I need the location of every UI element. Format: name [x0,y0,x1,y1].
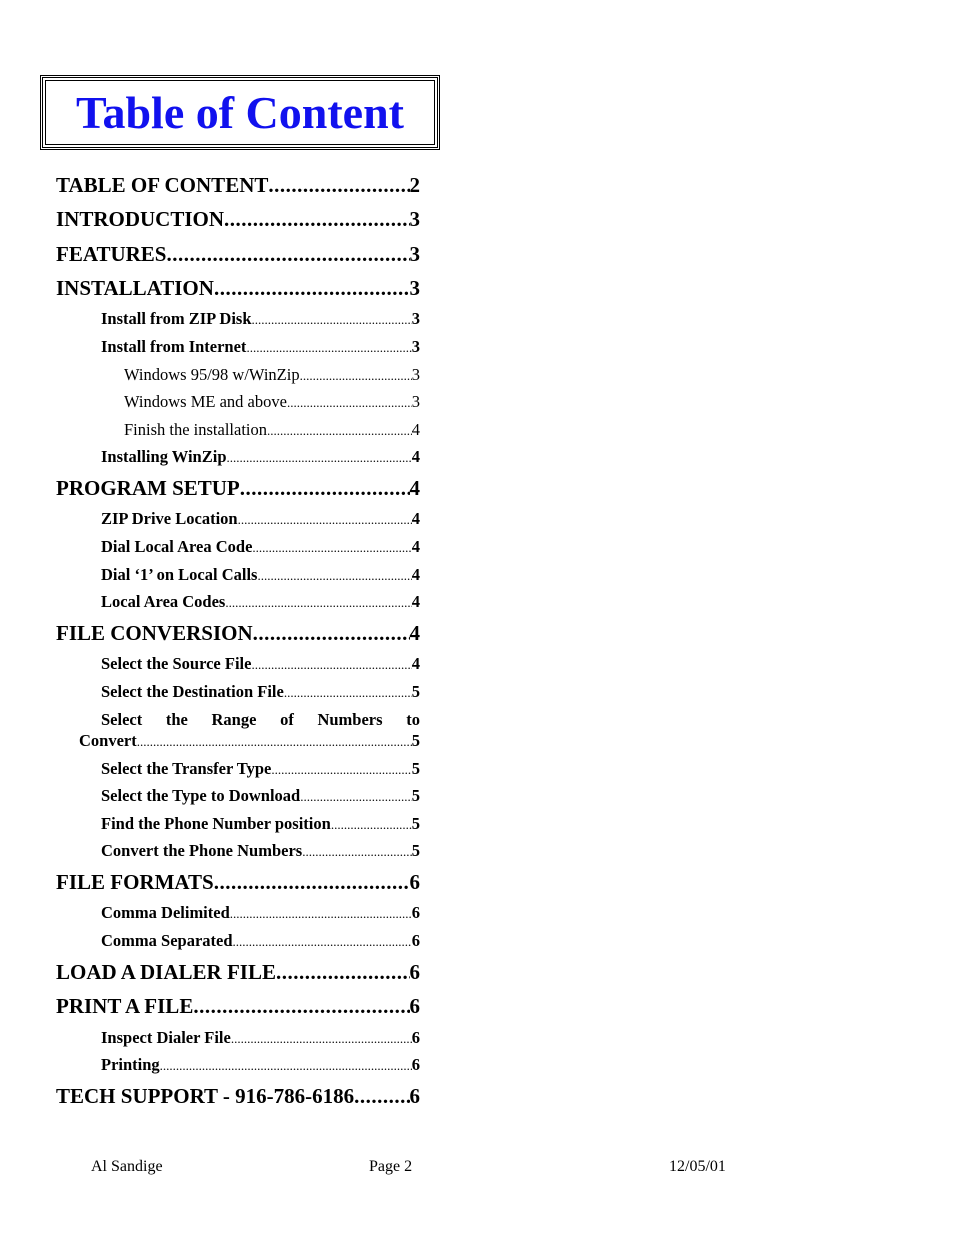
toc-entry-page: 3 [411,392,420,411]
toc-entry-level-2[interactable] [101,814,420,834]
toc-entry-level-1[interactable] [56,1084,420,1109]
toc-entry-label: Select the Type to Download [101,786,301,805]
toc-entry-label: Install from ZIP Disk [101,309,252,328]
toc-entry-level-1[interactable] [56,621,420,646]
toc-entry-label: Select the Destination File [101,682,284,701]
toc-entry-label: Select the Transfer Type [101,759,272,778]
toc-entry-label: TECH SUPPORT - 916-786-6186 [56,1084,355,1108]
toc-dot-leader [257,568,411,584]
toc-entry-page: 6 [409,870,420,894]
toc-entry-level-2[interactable] [101,509,420,529]
toc-entry-page: 6 [409,994,420,1018]
toc-entry-label: Installing WinZip [101,447,227,466]
toc-dot-leader [267,423,412,439]
footer-date: 12/05/01 [669,1158,726,1175]
toc-entry-line [79,731,420,751]
toc-entry-label: Install from Internet [101,337,247,356]
toc-dot-leader [354,1084,409,1109]
toc-entry-word: Select [101,710,143,729]
toc-entry-level-2[interactable] [101,786,420,806]
toc-entry-label: Local Area Codes [101,592,226,611]
toc-entry-page: 5 [411,682,420,701]
toc-dot-leader [276,960,410,985]
toc-entry-level-2[interactable] [101,537,420,557]
toc-dot-leader [284,685,412,701]
toc-entry-label: Dial Local Area Code [101,537,253,556]
toc-entry-label: Convert the Phone Numbers [101,841,303,860]
toc-entry-page: 5 [411,759,420,778]
toc-entry-level-2[interactable] [101,1028,420,1048]
toc-entry-wrapped[interactable] [79,710,420,750]
toc-entry-label: Find the Phone Number position [101,814,331,833]
toc-entry-page: 5 [411,814,420,833]
toc-entry-word: of [280,710,294,729]
toc-dot-leader [300,368,412,384]
toc-entry-page: 3 [409,207,420,231]
toc-entry-page: 3 [411,337,420,356]
title-box [40,75,440,150]
toc-entry-label: INSTALLATION [56,276,214,300]
toc-entry-label: Dial ‘1’ on Local Calls [101,565,258,584]
toc-entry-page: 4 [411,447,420,466]
toc-entry-page: 5 [411,841,420,860]
toc-entry-label: INTRODUCTION [56,207,225,231]
toc-entry-label: ZIP Drive Location [101,509,238,528]
toc-entry-label: Comma Separated [101,931,233,950]
toc-entry-level-2[interactable] [101,592,420,612]
toc-dot-leader [137,734,412,750]
toc-dot-leader [193,994,409,1019]
toc-dot-leader [225,595,411,611]
toc-entry-page: 6 [411,931,420,950]
toc-entry-level-1[interactable] [56,276,420,301]
toc-entry-page: 3 [409,276,420,300]
toc-dot-leader [252,540,411,556]
toc-entry-label: Comma Delimited [101,903,230,922]
toc-entry-level-2[interactable] [101,565,420,585]
toc-entry-level-3[interactable] [124,392,420,412]
toc-entry-label: Windows ME and above [124,392,287,411]
toc-dot-leader [246,340,411,356]
toc-entry-label: TABLE OF CONTENT [56,173,269,197]
toc-dot-leader [302,844,412,860]
toc-entry-page: 4 [411,420,420,439]
toc-entry-page: 5 [411,731,420,750]
toc-entry-level-3[interactable] [124,420,420,440]
toc-entry-level-2[interactable] [101,309,420,329]
toc-entry-page: 4 [411,509,420,528]
toc-entry-page: 4 [409,476,420,500]
toc-entry-word: the [165,710,188,729]
toc-entry-label: Windows 95/98 w/WinZip [124,365,300,384]
toc-entry-level-1[interactable] [56,960,420,985]
toc-entry-page: 3 [411,365,420,384]
toc-entry-label: LOAD A DIALER FILE [56,960,276,984]
toc-dot-leader [300,789,412,805]
toc-dot-leader [252,312,412,328]
toc-dot-leader [160,1058,412,1074]
toc-entry-level-3[interactable] [124,365,420,385]
toc-entry-page: 4 [411,592,420,611]
toc-dot-leader [214,276,410,301]
toc-entry-line [101,710,420,730]
toc-dot-leader [251,657,411,673]
toc-dot-leader [271,762,411,778]
toc-entry-level-2[interactable] [101,447,420,467]
toc-entry-level-1[interactable] [56,242,420,267]
toc-entry-label: PRINT A FILE [56,994,194,1018]
toc-entry-level-2[interactable] [101,759,420,779]
toc-dot-leader [166,242,409,267]
toc-entry-level-2[interactable] [101,1055,420,1075]
toc-entry-level-2[interactable] [101,931,420,951]
toc-entry-page: 6 [409,1084,420,1108]
toc-entry-page: 2 [409,173,420,197]
toc-entry-level-1[interactable] [56,476,420,501]
toc-dot-leader [331,817,412,833]
toc-dot-leader [214,870,410,895]
footer-author: Al Sandige [91,1158,163,1175]
toc-entry-word: to [406,710,420,729]
toc-entry-label: Convert [79,731,137,750]
toc-entry-label: FILE CONVERSION [56,621,253,645]
toc-dot-leader [238,512,412,528]
title-frame [45,80,435,145]
toc-entry-page: 6 [411,1028,420,1047]
toc-entry-page: 4 [409,621,420,645]
page-title: Table of Content [76,86,404,138]
toc-dot-leader [287,395,412,411]
toc-entry-level-1[interactable] [56,173,420,198]
toc-entry-level-2[interactable] [101,841,420,861]
toc-entry-label: Finish the installation [124,420,267,439]
toc-entry-level-1[interactable] [56,207,420,232]
toc-dot-leader [253,621,410,646]
toc-entry-level-1[interactable] [56,994,420,1019]
toc-entry-page: 4 [411,537,420,556]
toc-entry-label: PROGRAM SETUP [56,476,240,500]
toc-entry-page: 4 [411,654,420,673]
footer-page-number: Page 2 [369,1158,413,1175]
toc-dot-leader [231,1031,412,1047]
toc-entry-page: 5 [411,786,420,805]
toc-dot-leader [233,934,412,950]
toc-entry-page: 4 [411,565,420,584]
toc-entry-level-2[interactable] [101,654,420,674]
toc-entry-page: 6 [409,960,420,984]
toc-entry-level-2[interactable] [101,682,420,702]
toc-entry-label: FILE FORMATS [56,870,214,894]
toc-entry-label: Inspect Dialer File [101,1028,231,1047]
toc-entry-label: FEATURES [56,242,167,266]
toc-entry-page: 3 [411,309,420,328]
toc-entry-level-2[interactable] [101,337,420,357]
toc-dot-leader [230,906,412,922]
toc-entry-page: 6 [411,903,420,922]
toc-entry-word: Range [211,710,257,729]
toc-entry-page: 6 [411,1055,420,1074]
toc-entry-label: Printing [101,1055,160,1074]
toc-dot-leader [227,450,412,466]
toc-entry-word: Numbers [317,710,383,729]
toc-entry-page: 3 [409,242,420,266]
toc-entry-label: Select the Source File [101,654,252,673]
toc-dot-leader [240,476,410,501]
toc-dot-leader [224,207,409,232]
toc-entry-level-2[interactable] [101,903,420,923]
toc-entry-level-1[interactable] [56,870,420,895]
toc-dot-leader [268,173,409,198]
